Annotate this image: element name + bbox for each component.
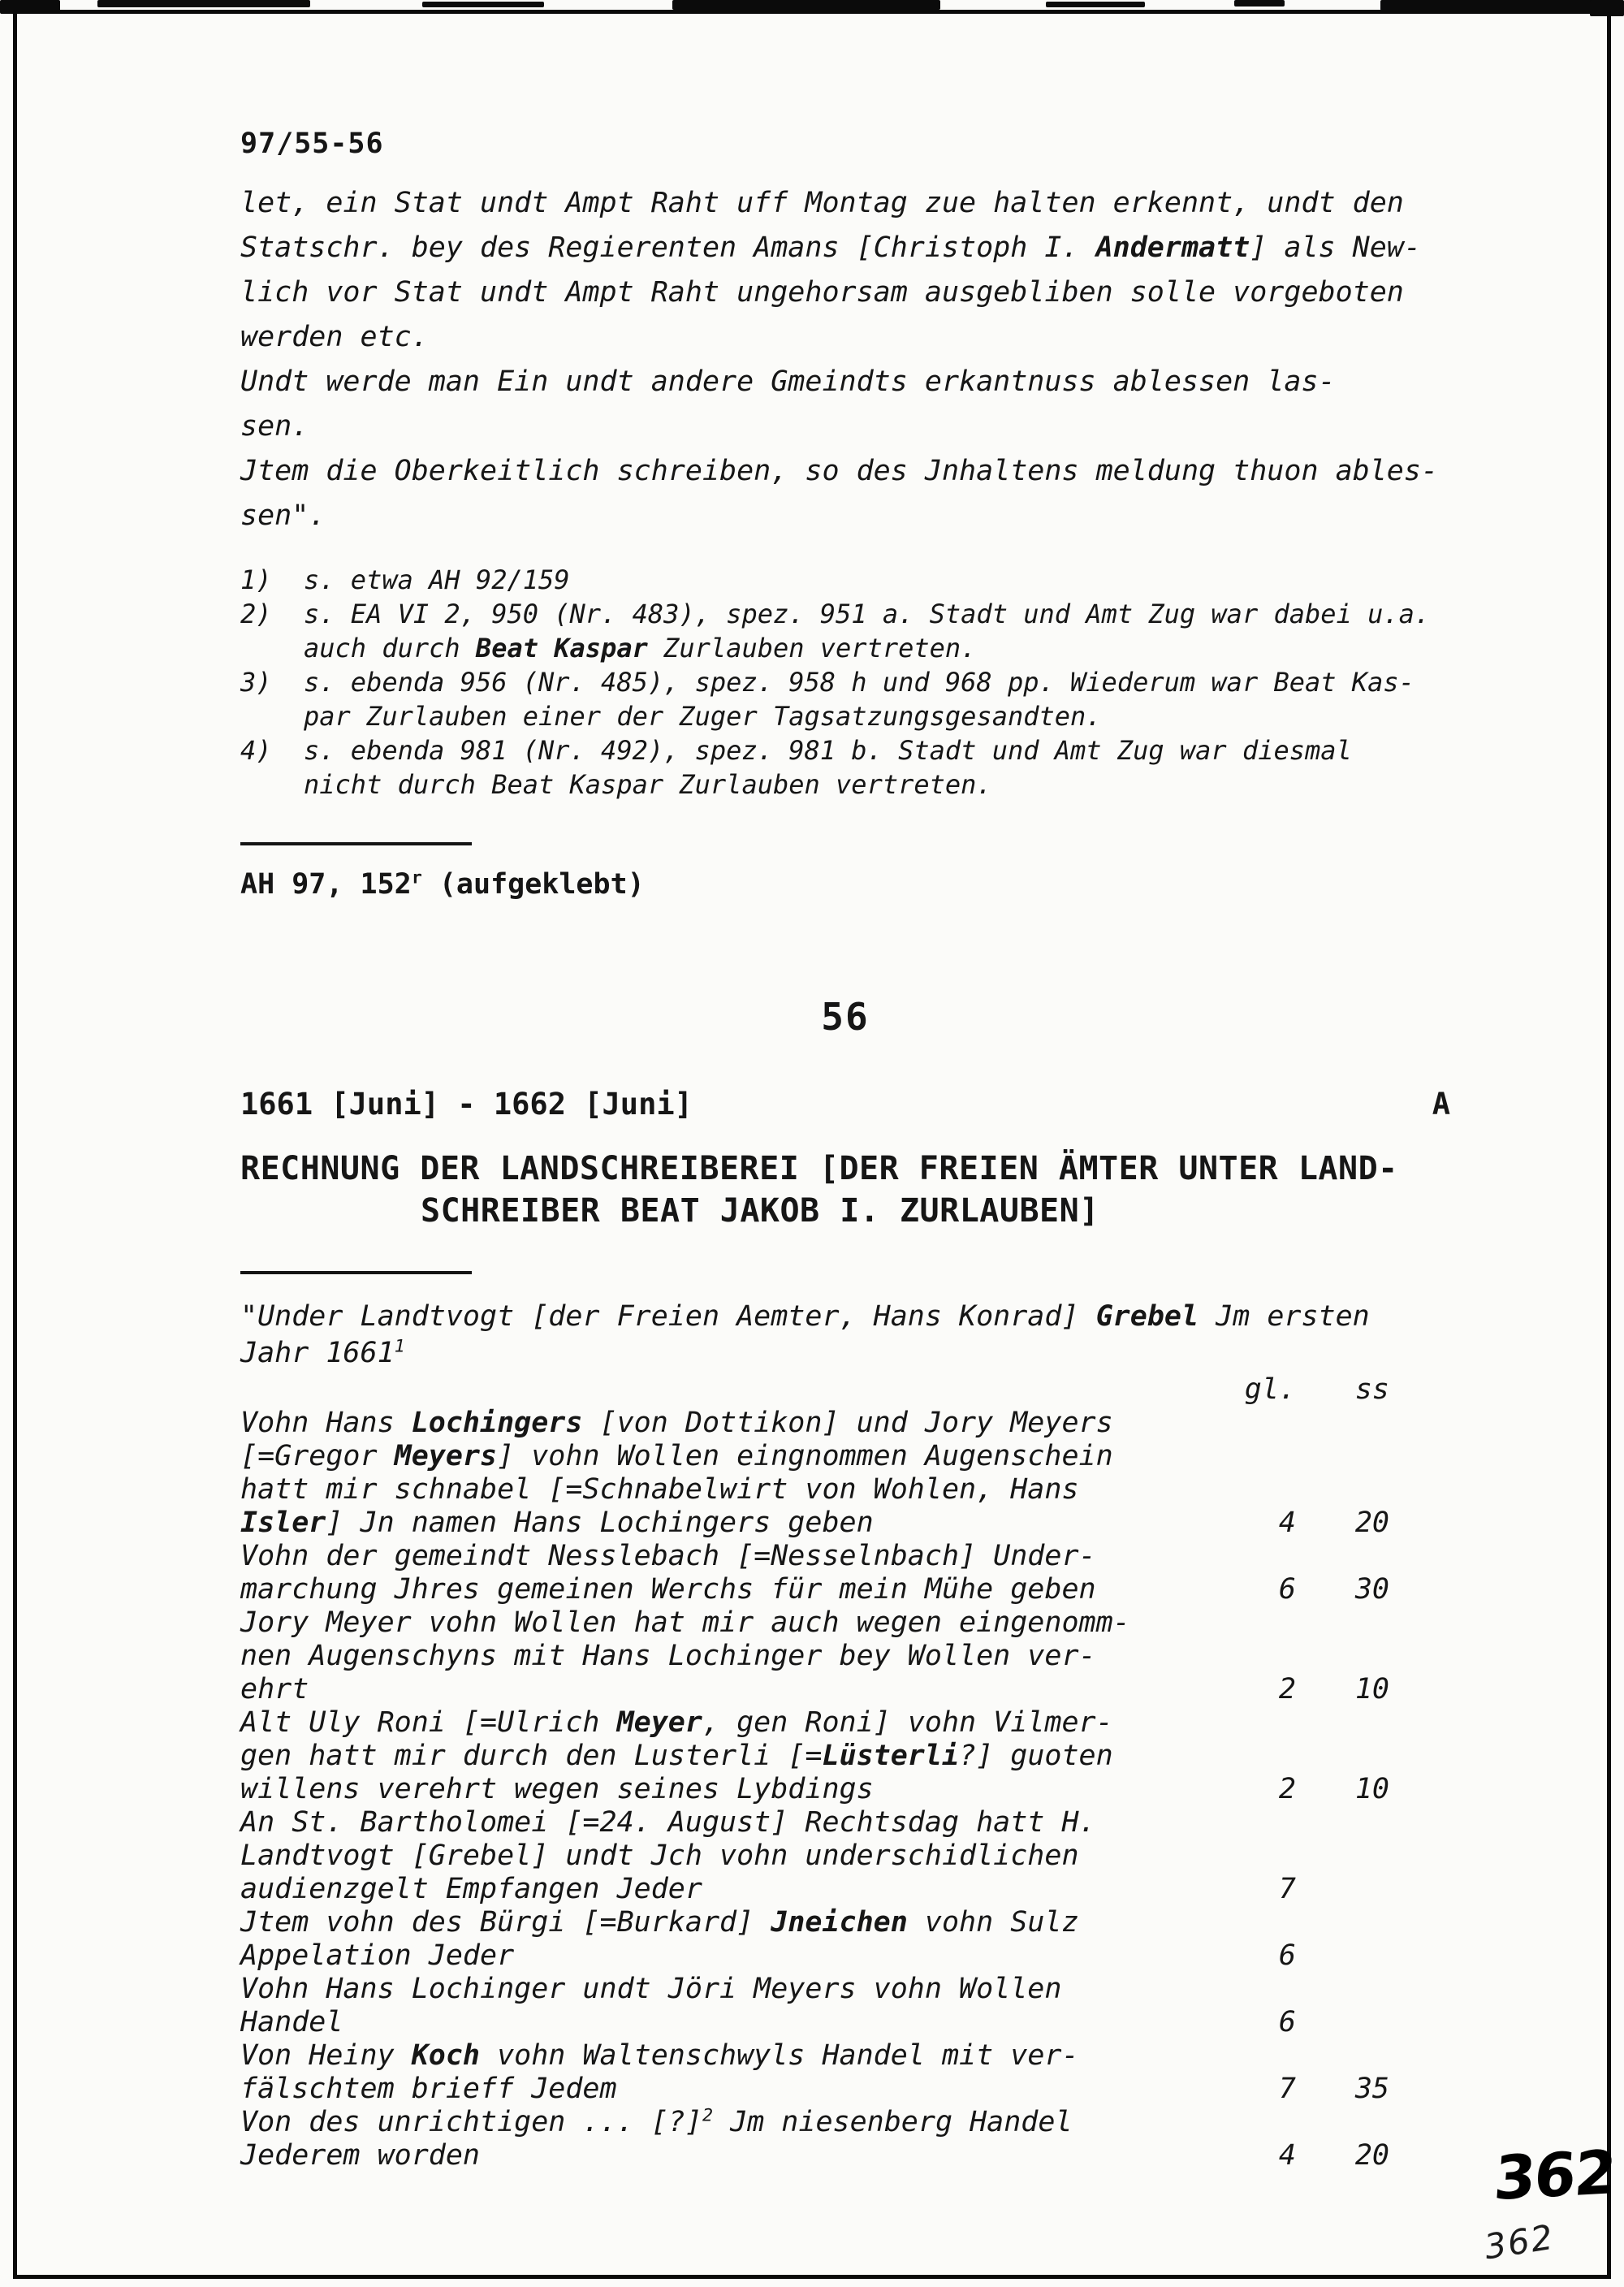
ledger-gl-amount [1150,1906,1296,1939]
section-number: 56 [821,995,870,1039]
ledger-text: marchung Jhres gemeinen Werchs für mein Mühe geben [240,1573,1096,1606]
ledger-ss-amount [1296,1440,1389,1473]
ledger-ss-amount [1296,1906,1389,1939]
ledger-row [240,1873,1450,1906]
footnote [240,597,1450,665]
ledger-text: gen hatt mir durch den Lusterli [=Lüsterli?] guoten [240,1740,1113,1772]
scan-smudge [1590,0,1624,16]
ledger-gl-amount [1150,1540,1296,1573]
ledger-text: Landtvogt [Grebel] undt Jch vohn underschidlichen [240,1840,1079,1872]
ledger-ss-amount [1296,2106,1389,2139]
ledger-gl-amount: 2 [1278,1773,1296,1805]
ledger-gl-amount [1150,2106,1296,2139]
source-reference: AH 97, 152$^r$ (aufgeklebt) [240,867,645,901]
ledger-gl-amount: 4 [1278,1507,1296,1539]
ledger-row [240,2039,1450,2073]
ledger-gl-amount [1150,1407,1296,1440]
ledger-gl-amount [1150,1806,1296,1840]
ledger-row [240,1840,1450,1873]
divider-rule-2 [240,1271,472,1274]
ledger-row [240,2073,1450,2106]
marginal-letter: A [1432,1087,1450,1122]
column-header-gl: gl. [1244,1373,1296,1406]
footnote [240,563,1450,597]
ledger-row [240,2006,1450,2039]
ledger-text: Von des unrichtigen ... [?]$^2$ Jm niesenberg Handel [240,2105,1073,2138]
ledger-row [240,1773,1450,1806]
ledger-gl-amount: 6 [1278,1939,1296,1972]
handwritten-number-small: 362 [1481,2216,1557,2268]
ledger-ss-amount [1296,1973,1389,2006]
ledger-text: Handel [240,2006,343,2038]
ledger-ss-amount [1296,1473,1389,1507]
ledger-intro [240,1299,1450,1372]
ledger-gl-amount [1150,1706,1296,1740]
ledger-gl-amount: 6 [1278,2006,1296,2038]
handwritten-number-large: 362 [1492,2137,1618,2215]
ledger-ss-amount [1296,1873,1389,1906]
ledger-row [240,1939,1450,1973]
date-row [240,1082,1450,1126]
ledger [240,1407,1450,2172]
ledger-row [240,1906,1450,1939]
document-title [240,1148,1450,1232]
scan-smudge [422,2,544,7]
ledger-ss-amount: 20 [1354,1507,1389,1539]
ledger-text: fälschtem brieff Jedem [240,2073,617,2105]
footnote [240,733,1450,802]
ledger-column-headers [240,1373,1450,1407]
ledger-header-spacer [240,1373,1150,1407]
ledger-row [240,1640,1450,1673]
ledger-text: Von Heiny Koch vohn Waltenschwyls Handel mit ver- [240,2039,1079,2072]
ledger-text: Alt Uly Roni [=Ulrich Meyer, gen Roni] vohn Vilmer- [240,1706,1113,1739]
ledger-ss-amount [1296,1840,1389,1873]
ledger-ss-amount: 30 [1354,1573,1389,1606]
ledger-gl-amount [1150,1473,1296,1507]
ledger-row [240,1706,1450,1740]
ledger-gl-amount [1150,1640,1296,1673]
ledger-row [240,1673,1450,1706]
ledger-text: Jtem vohn des Bürgi [=Burkard] Jneichen vohn Sulz [240,1906,1079,1939]
ledger-row [240,1407,1450,1440]
paragraph: let, ein Stat undt Ampt Raht uff Montag zue halten erkennt, undt den Statschr. bey des Regierenten Amans [Christoph I. Andermatt] als New- lich vor Stat undt Ampt Raht ungehorsam ausgebliben solle vorgeboten werden etc. [240,187,1421,353]
paragraph: Undt werde man Ein undt andere Gmeindts erkantnuss ablessen las- sen. [240,365,1336,443]
ledger-gl-amount [1150,2039,1296,2073]
document-content [240,122,1450,2172]
scan-smudge [672,0,940,10]
ledger-ss-amount: 35 [1354,2073,1389,2105]
intro-line-1: "Under Landtvogt [der Freien Aemter, Hans Konrad] Grebel Jm ersten [240,1300,1370,1333]
title-line-2: SCHREIBER BEAT JAKOB I. ZURLAUBEN] [421,1192,1099,1230]
ledger-ss-amount [1296,1606,1389,1640]
intro-line-2: Jahr 1661$^1$ [240,1336,405,1369]
scan-smudge [1046,2,1145,7]
scan-smudge [97,0,310,7]
footnote-text: s. etwa AH 92/159 [304,564,570,595]
footnote-text: s. EA VI 2, 950 (Nr. 483), spez. 951 a. Stadt und Amt Zug war dabei u.a. auch durch Beat Kaspar Zurlauben vertreten. [304,599,1431,664]
footnote-number: 4) [240,735,272,766]
ledger-text: Isler] Jn namen Hans Lochingers geben [240,1507,874,1539]
ledger-gl-amount [1150,1440,1296,1473]
ledger-gl-amount [1150,1840,1296,1873]
ledger-row [240,2106,1450,2139]
ledger-text: willens verehrt wegen seines Lybdings [240,1773,874,1805]
ledger-row [240,2139,1450,2172]
ledger-ss-amount: 10 [1354,1673,1389,1706]
ledger-ss-amount [1296,1939,1389,1973]
ledger-ss-amount [1296,2039,1389,2073]
ledger-ss-amount: 20 [1354,2139,1389,2172]
quoted-paragraphs [240,181,1450,538]
ledger-text: Appelation Jeder [240,1939,515,1972]
ledger-gl-amount: 7 [1278,2073,1296,2105]
scan-smudge [1380,0,1593,11]
ledger-row [240,1806,1450,1840]
ledger-ss-amount: 10 [1354,1773,1389,1805]
footnote-number: 1) [240,564,272,595]
ledger-text: Vohn der gemeindt Nesslebach [=Nesselnbach] Under- [240,1540,1096,1572]
ledger-row [240,1973,1450,2006]
ledger-text: hatt mir schnabel [=Schnabelwirt von Wohlen, Hans [240,1473,1079,1506]
ledger-ss-amount [1296,2006,1389,2039]
footnote-text: s. ebenda 956 (Nr. 485), spez. 958 h und 968 pp. Wiederum war Beat Kas- par Zurlauben einer der Zuger Tagsatzungsgesandten. [304,667,1415,732]
ledger-gl-amount: 7 [1278,1873,1296,1905]
title-line-1: RECHNUNG DER LANDSCHREIBEREI [DER FREIEN ÄMTER UNTER LAND- [240,1150,1398,1187]
ledger-text: [=Gregor Meyers] vohn Wollen eingnommen Augenschein [240,1440,1113,1472]
ledger-row [240,1573,1450,1606]
column-header-ss: ss [1354,1373,1389,1406]
ledger-ss-amount [1296,1407,1389,1440]
ledger-ss-amount [1296,1740,1389,1773]
ledger-row [240,1606,1450,1640]
paragraph: Jtem die Oberkeitlich schreiben, so des Jnhaltens meldung thuon ables- sen". [240,455,1439,532]
ledger-text: An St. Bartholomei [=24. August] Rechtsdag hatt H. [240,1806,1096,1839]
ledger-ss-amount [1296,1640,1389,1673]
footnote-number: 2) [240,599,272,629]
footnote-text: s. ebenda 981 (Nr. 492), spez. 981 b. Stadt und Amt Zug war diesmal nicht durch Beat Kaspar Zurlauben vertreten. [304,735,1352,800]
ledger-row [240,1740,1450,1773]
ledger-text: Vohn Hans Lochinger undt Jöri Meyers vohn Wollen [240,1973,1062,2005]
ledger-text: nen Augenschyns mit Hans Lochinger bey Wollen ver- [240,1640,1096,1672]
ledger-row [240,1473,1450,1507]
ledger-ss-amount [1296,1706,1389,1740]
scan-smudge [0,0,60,14]
ledger-text: Vohn Hans Lochingers [von Dottikon] und Jory Meyers [240,1407,1113,1439]
ledger-row [240,1507,1450,1540]
ledger-gl-amount [1150,1606,1296,1640]
scan-smudge [1234,0,1285,6]
ledger-gl-amount: 4 [1278,2139,1296,2172]
ledger-gl-amount [1150,1973,1296,2006]
ledger-ss-amount [1296,1540,1389,1573]
ledger-ss-amount [1296,1806,1389,1840]
ledger-row [240,1540,1450,1573]
footnote [240,665,1450,733]
ledger-text: Jory Meyer vohn Wollen hat mir auch wegen eingenomm- [240,1606,1130,1639]
page-reference: 97/55-56 [240,128,384,160]
divider-rule-1 [240,842,472,845]
ledger-text: ehrt [240,1673,309,1706]
footnote-number: 3) [240,667,272,698]
ledger-text: audienzgelt Empfangen Jeder [240,1873,702,1905]
ledger-text: Jederem worden [240,2139,481,2172]
ledger-gl-amount: 6 [1278,1573,1296,1606]
ledger-gl-amount [1150,1740,1296,1773]
date-range: 1661 [Juni] - 1662 [Juni] [240,1087,693,1122]
ledger-row [240,1440,1450,1473]
ledger-gl-amount: 2 [1278,1673,1296,1706]
footnotes [240,563,1450,802]
